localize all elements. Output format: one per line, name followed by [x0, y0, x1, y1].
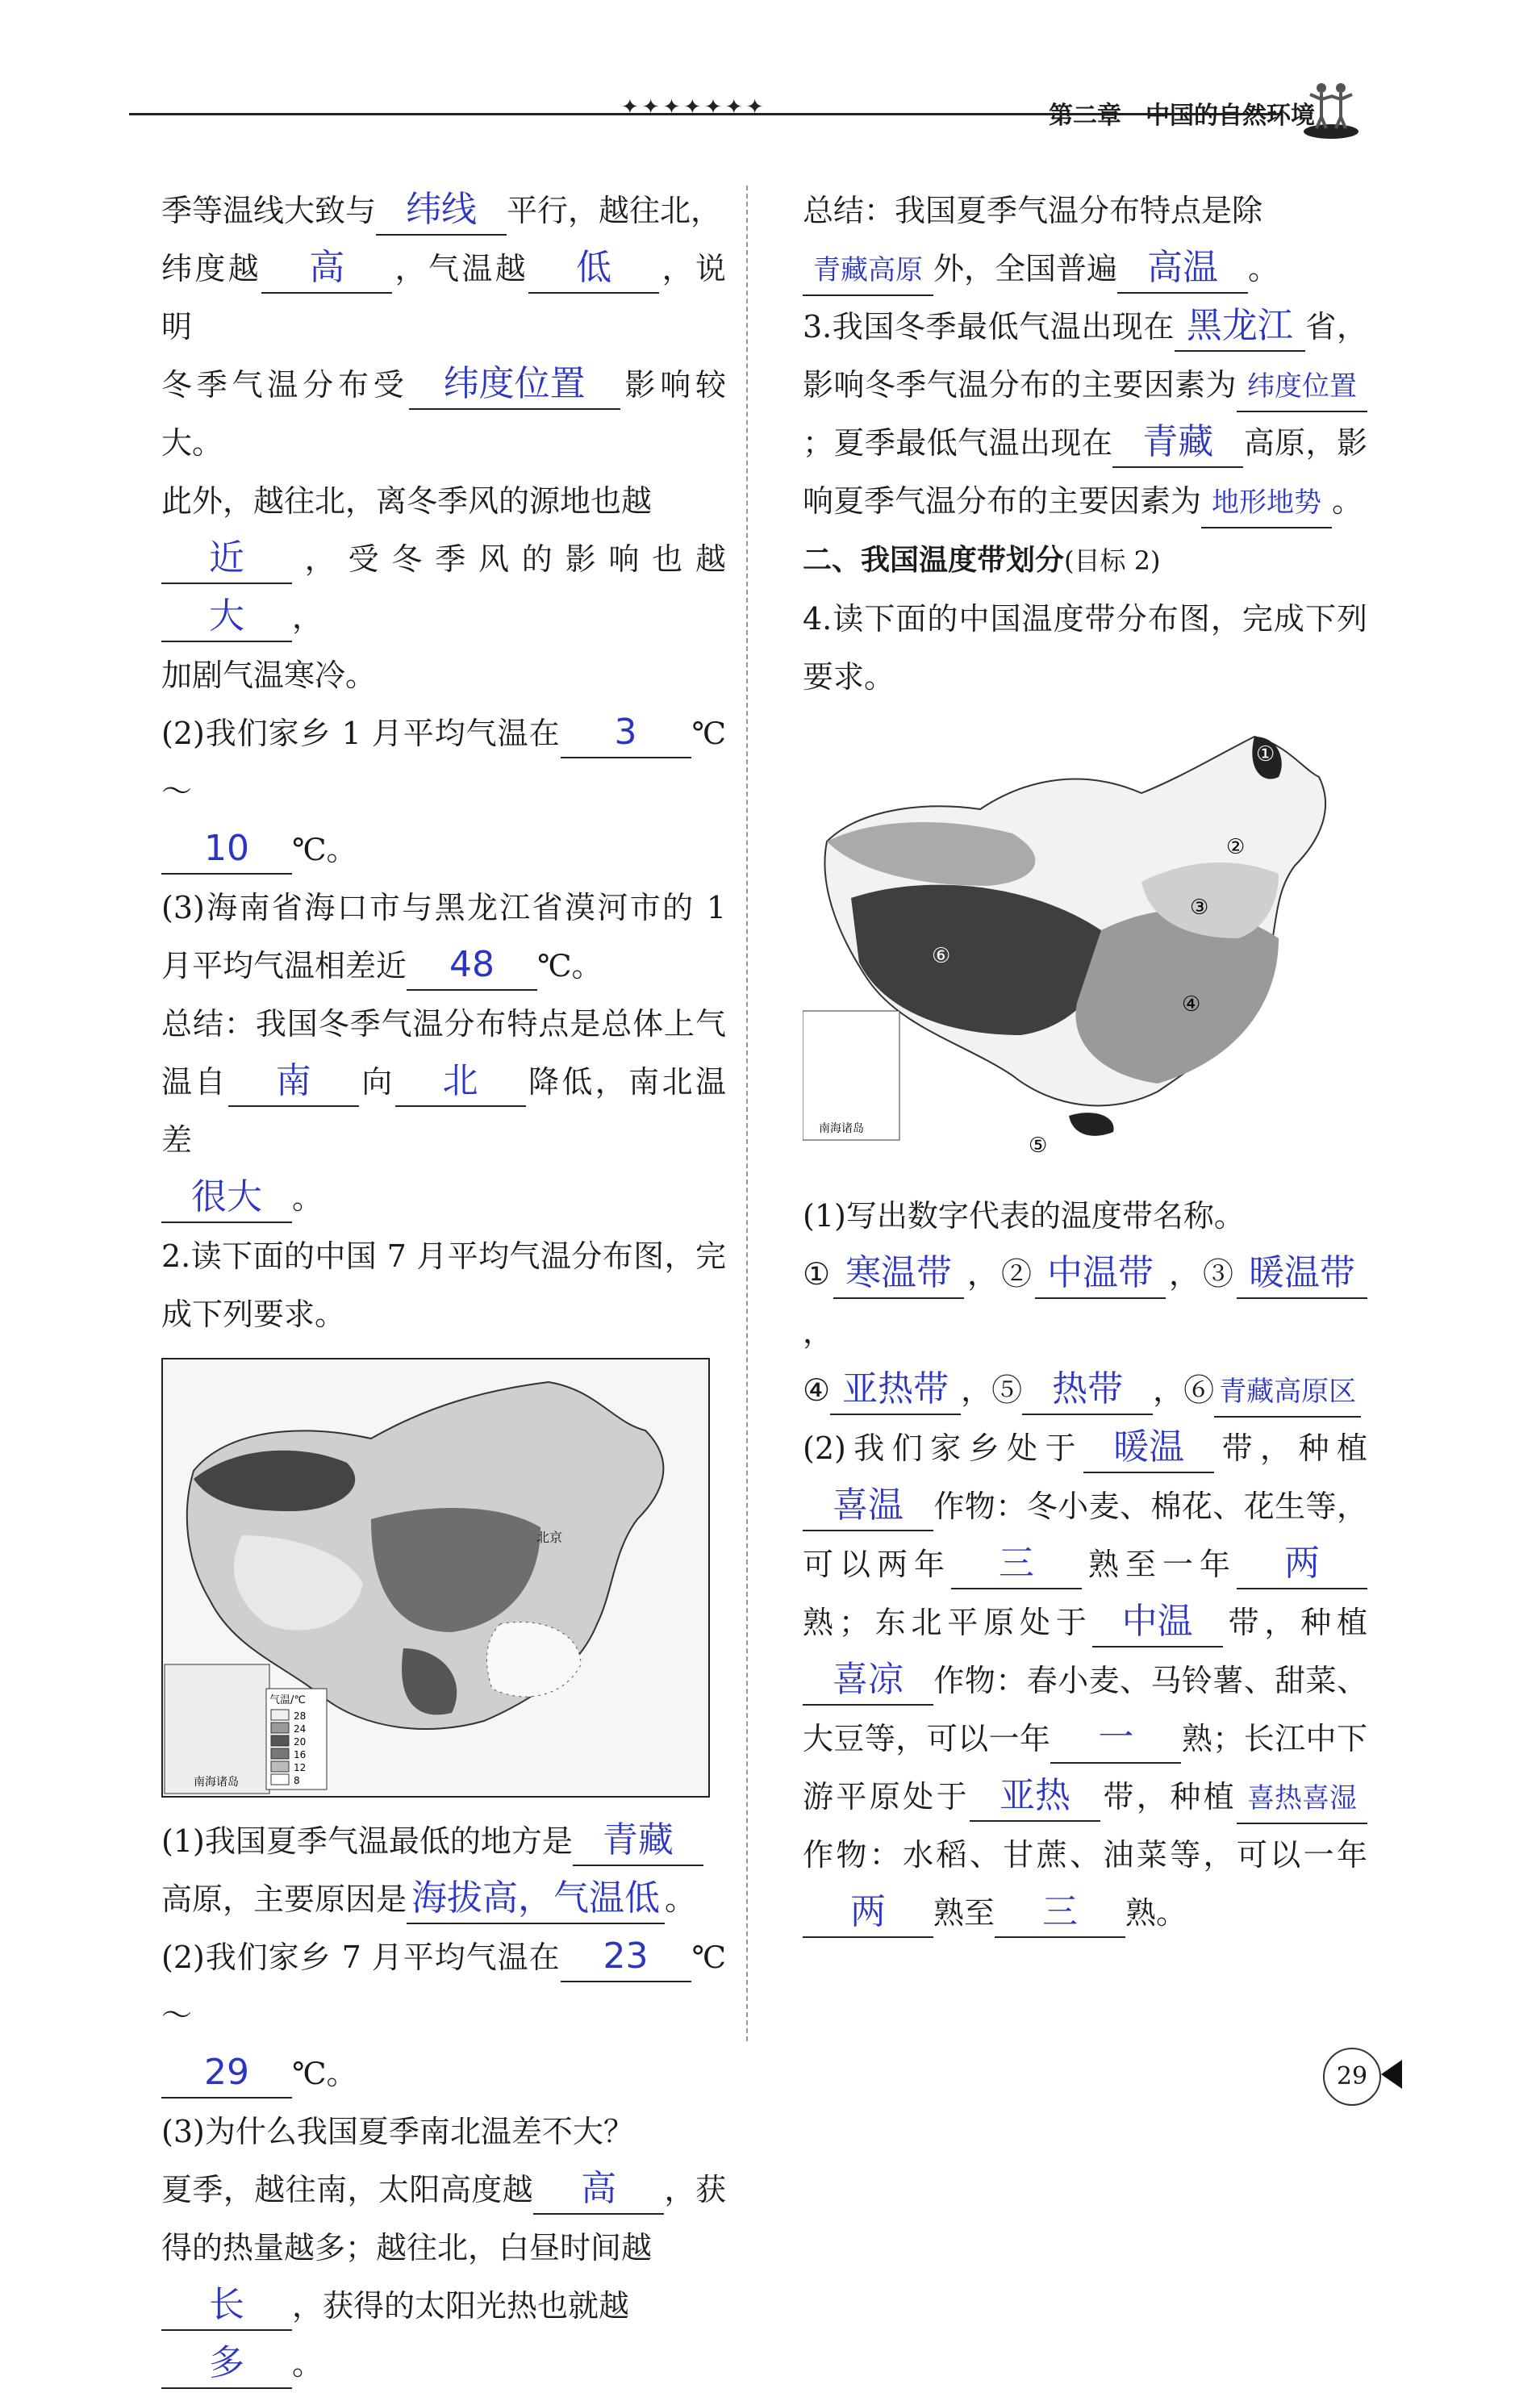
chapter-title: 第二章 中国的自然环境	[1049, 102, 1315, 130]
answer-blank[interactable]: 低	[528, 244, 659, 294]
temperature-zone-map	[803, 720, 1367, 1172]
answer-blank[interactable]: 23	[561, 1932, 691, 1982]
answer-blank[interactable]: 黑龙江	[1175, 302, 1305, 352]
question-july-temp: (2)我们家乡 7 月平均气温在 23 ℃～ 29 ℃。	[161, 1928, 726, 2103]
answer-blank[interactable]: 两	[1237, 1539, 1367, 1589]
question-jan-temp: (2)我们家乡 1 月平均气温在 3 ℃～ 10 ℃。	[161, 704, 726, 879]
answer-blank[interactable]: 多	[161, 2339, 292, 2389]
legend-item: 8	[294, 1775, 300, 1786]
answer-blank[interactable]: 喜热喜湿	[1237, 1774, 1367, 1824]
question-temp-diff: (3)海南省海口市与黑龙江省漠河市的 1 月平均气温相差近 48 ℃。	[161, 879, 726, 995]
summary-summer: 总结：我国夏季气温分布特点是除 青藏高原 外，全国普遍 高温 。	[803, 182, 1367, 298]
answer-blank[interactable]: 29	[161, 2048, 292, 2099]
answer-blank[interactable]: 青藏	[573, 1816, 703, 1866]
july-temperature-map	[161, 1358, 710, 1798]
answer-blank[interactable]: 喜温	[803, 1481, 933, 1531]
people-logo-icon	[1299, 77, 1363, 141]
map-inset-label: 南海诸岛	[194, 1776, 239, 1789]
question-why-small-diff: (3)为什么我国夏季南北温差不大？	[161, 2114, 634, 2149]
answer-blank[interactable]: 近	[161, 534, 292, 584]
answer-blank[interactable]: 大	[161, 592, 292, 642]
question-4-1: (1)写出数字代表的温度带名称。	[803, 1198, 1245, 1234]
section-2-heading: 二、我国温度带划分(目标 2)	[803, 544, 1161, 577]
answer-blank[interactable]: 亚热	[970, 1772, 1100, 1822]
column-divider	[746, 186, 748, 2041]
answer-blank[interactable]: 青藏高原区	[1214, 1368, 1361, 1418]
answer-blank[interactable]: 两	[803, 1888, 933, 1938]
answer-blank[interactable]: 3	[561, 708, 691, 758]
answer-blank[interactable]: 地形地势	[1201, 478, 1332, 528]
answer-blank[interactable]: 南	[228, 1057, 359, 1107]
legend-item: 28	[294, 1710, 307, 1722]
zone-label: ⑥	[932, 944, 951, 968]
paragraph-winter: 季等温线大致与 纬线 平行，越往北， 纬度越 高 ，气温越 低 ，说明 冬季气温分布受 纬度位置 影响较大。 此外，越往北，离冬季风的源地也越 近 ，受冬季风的影响也越大 ， 加剧气温寒冷。	[161, 182, 726, 704]
answer-blank[interactable]: 纬线	[376, 186, 507, 236]
summary-winter: 总结：我国冬季气温分布特点是总体上气温自 南 向 北 降低，南北温差 很大 。	[161, 995, 726, 1227]
answer-blank[interactable]: 青藏	[1112, 418, 1243, 468]
answer-blank[interactable]: 暖温	[1083, 1423, 1214, 1473]
answer-blank[interactable]: 高温	[1117, 244, 1248, 294]
answer-blank[interactable]: 很大	[161, 1173, 292, 1223]
answer-blank[interactable]: 高	[533, 2165, 664, 2215]
zone-label: ③	[1190, 896, 1209, 920]
answer-blank[interactable]: 北	[395, 1057, 526, 1107]
legend-title: 气温/℃	[269, 1694, 306, 1706]
page-arrow-icon	[1381, 2060, 1402, 2089]
answer-blank[interactable]: 热带	[1022, 1365, 1153, 1415]
right-column	[803, 182, 1367, 1942]
answer-blank[interactable]: 长	[161, 2281, 292, 2331]
map-city-label: 北京	[536, 1530, 563, 1545]
legend-item: 20	[294, 1736, 307, 1748]
answer-blank[interactable]: 青藏高原	[803, 246, 933, 296]
question-2: 2.读下面的中国 7 月平均气温分布图，完成下列要求。	[161, 1238, 726, 1332]
zone-label: ①	[1256, 742, 1275, 766]
question-3: 3.我国冬季最低气温出现在 黑龙江 省，影响冬季气温分布的主要因素为 纬度位置；夏季最低气温出现在 青藏 高原，影响夏季气温分布的主要因素为 地形地势 。	[803, 298, 1367, 530]
question-4-2: (2)我们家乡处于 暖温 带，种植喜温 作物：冬小麦、棉花、花生等，可以两年 三 熟至一年 两熟；东北平原处于 中温 带，种植喜凉 作物：春小麦、马铃薯、甜菜、大豆等，可以一年 一 熟；长江中下游平原处于 亚热 带，种植 喜热喜湿作物：水稻、甘蔗、油菜等，可以一年两 熟至 三 熟。	[803, 1419, 1367, 1942]
answer-blank[interactable]: 三	[995, 1888, 1125, 1938]
map-inset-label: 南海诸岛	[819, 1122, 864, 1135]
answer-blank[interactable]: 纬度位置	[1237, 362, 1367, 412]
legend-item: 12	[294, 1762, 307, 1773]
left-column	[161, 182, 726, 2393]
question-4: 4.读下面的中国温度带分布图，完成下列要求。	[803, 601, 1367, 695]
answer-blank[interactable]: 中温带	[1035, 1249, 1166, 1299]
legend-item: 24	[294, 1723, 307, 1735]
answer-blank[interactable]: 高	[261, 244, 392, 294]
header-ornament: ✦✦✦✦✦✦✦	[621, 95, 767, 119]
map-legend	[266, 1689, 327, 1790]
zone-label: ②	[1226, 835, 1246, 859]
answer-blank[interactable]: 纬度位置	[409, 360, 620, 410]
legend-item: 16	[294, 1749, 307, 1760]
answer-why-small-diff: 夏季，越往南，太阳高度越 高 ，获得的热量越多；越往北，白昼时间越 长 ，获得的太阳光热也就越 多 。	[161, 2161, 726, 2393]
answer-blank[interactable]: 寒温带	[833, 1249, 964, 1299]
answer-blank[interactable]: 48	[407, 941, 537, 991]
page-number: 29	[1323, 2048, 1381, 2106]
answer-blank[interactable]: 中温	[1092, 1597, 1223, 1648]
answer-blank[interactable]: 暖温带	[1237, 1249, 1367, 1299]
answer-blank[interactable]: 喜凉	[803, 1656, 933, 1706]
answer-blank[interactable]: 三	[951, 1539, 1082, 1589]
question-summer-lowest: (1)我国夏季气温最低的地方是 青藏 高原，主要原因是 海拔高，气温低 。	[161, 1812, 726, 1928]
answer-blank[interactable]: 海拔高，气温低	[407, 1874, 665, 1924]
zone-label: ④	[1182, 992, 1201, 1017]
zone-names: ① 寒温带 ，② 中温带 ，③ 暖温带， ④ 亚热带 ，⑤ 热带 ，⑥ 青藏高原区	[803, 1245, 1367, 1419]
answer-blank[interactable]: 一	[1050, 1714, 1181, 1764]
answer-blank[interactable]: 10	[161, 825, 292, 875]
zone-label: ⑤	[1029, 1134, 1048, 1158]
answer-blank[interactable]: 亚热带	[830, 1365, 961, 1415]
